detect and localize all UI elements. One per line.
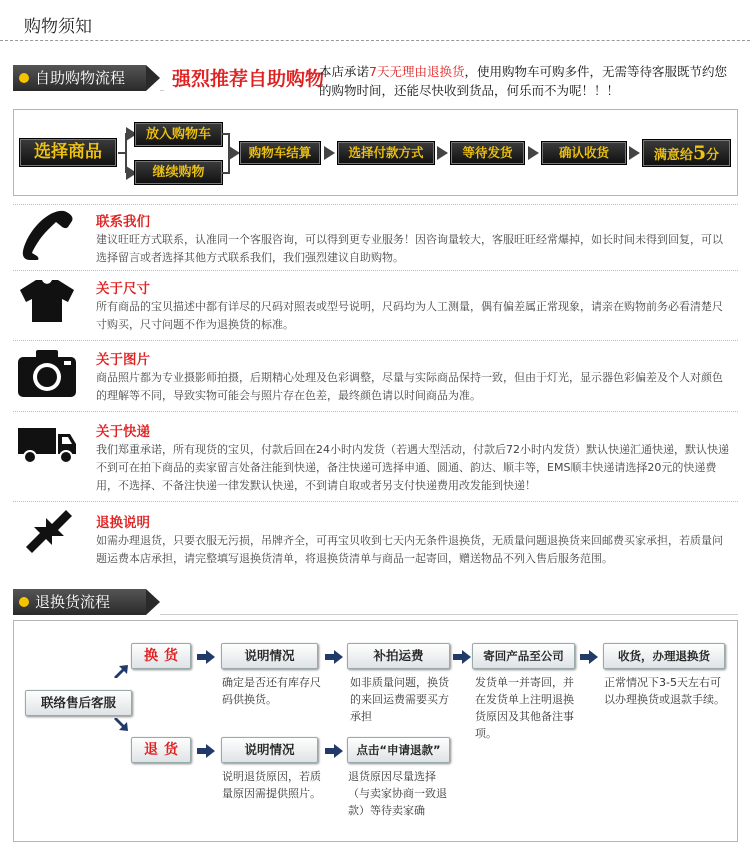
refund-explain-step: 说明情况 [221, 737, 318, 763]
arrow-icon [229, 146, 240, 160]
info-title: 联系我们 [96, 214, 150, 230]
exchange-explain-text: 确定是否还有库存尺码供换货。 [222, 676, 321, 706]
flow-checkout: 购物车结算 [240, 142, 320, 164]
flow-select-goods: 选择商品 [20, 139, 116, 166]
exchange-fee-step: 补拍运费 [347, 643, 450, 669]
exchange-fee-text: 如非质量问题，换货的来回运费需要买方承担 [350, 676, 449, 723]
send-back-step: 寄回产品至公司 [472, 643, 575, 669]
info-text: 所有商品的宝贝描述中都有详尽的尺码对照表或型号说明，尺码均为人工测量，偶有偏差属正常现象，请亲在购物前务必看清楚尺寸购买，尺寸问题不作为退换货的标准。 [96, 300, 723, 331]
truck-icon [16, 414, 78, 469]
section-title: 退换货流程 [35, 593, 111, 611]
exchange-explain-step: 说明情况 [221, 643, 318, 669]
arrow-right-icon [197, 744, 215, 758]
phone-icon [16, 205, 78, 260]
bullet-dot-icon [19, 597, 29, 607]
section-title: 自助购物流程 [35, 69, 126, 87]
page-title: 购物须知 [24, 17, 92, 37]
receive-process-text: 正常情况下3-5天左右可以办理换货或退款手续。 [604, 676, 725, 706]
tshirt-icon [16, 272, 78, 327]
apply-refund-text: 退货原因尽量选择（与卖家协商一致退款）等待卖家确 [348, 770, 447, 817]
receive-process-step: 收货，办理退换货 [603, 643, 725, 669]
flow-rate-five: 满意给5分 [643, 140, 730, 166]
flow-payment-method: 选择付款方式 [338, 142, 434, 164]
contact-service-step: 联络售后客服 [25, 690, 132, 716]
arrow-right-icon [197, 650, 215, 664]
section-tab-self-service [13, 65, 146, 91]
arrow-icon [437, 146, 448, 160]
arrow-right-icon [453, 650, 471, 664]
flow-confirm-receipt: 确认收货 [542, 142, 626, 164]
apply-refund-step: 点击“申请退款” [347, 737, 450, 763]
info-title: 退换说明 [96, 515, 150, 531]
arrow-up-right-icon [112, 664, 130, 678]
info-title: 关于图片 [96, 352, 150, 368]
bullet-dot-icon [19, 73, 29, 83]
info-text: 如需办理退货，只要衣服无污损，吊牌齐全，可再宝贝收到七天内无条件退换货，无质量问题退换货来回邮费买家承担，若质量问题运费本店承担，请完整填写退换货清单，将退换货清单与商品一起寄回，赠送物品不列入售后服务范围。 [96, 534, 723, 565]
arrow-icon [629, 146, 640, 160]
arrow-right-icon [325, 650, 343, 664]
slogan: 强烈推荐自助购物 [172, 68, 325, 90]
arrow-right-icon [580, 650, 598, 664]
send-back-text: 发货单一并寄回，并在发货单上注明退换货原因及其他备注事项。 [475, 676, 574, 740]
info-title: 关于尺寸 [96, 281, 150, 297]
info-text: 商品照片都为专业摄影师拍摄，后期精心处理及色彩调整，尽量与实际商品保持一致，但由于灯光，显示器色彩偏差及个人对颜色的理解等不同，导致实物可能会与照片存在色差，最终颜色请以时间商品为准。 [96, 371, 723, 402]
promise-text: 本店承诺7天无理由退换货，使用购物车可购多件，无需等待客服既节约您的购物时间，还能尽快收到货品，何乐而不为呢！！！ [319, 64, 727, 98]
flow-continue-shopping: 继续购物 [135, 161, 222, 184]
section-tab-returns [13, 589, 146, 615]
refund-explain-text: 说明退货原因，若质量原因需提供照片。 [222, 770, 321, 800]
flow-wait-shipping: 等待发货 [451, 142, 524, 164]
arrow-icon [324, 146, 335, 160]
arrow-right-icon [325, 744, 343, 758]
camera-icon [16, 343, 78, 398]
info-title: 关于快递 [96, 424, 150, 440]
exchange-step: 换货 [131, 643, 191, 669]
refund-step: 退货 [131, 737, 191, 763]
title-divider [0, 40, 750, 41]
exchange-arrows-icon [16, 505, 78, 560]
arrow-down-right-icon [112, 718, 130, 732]
flow-add-cart: 放入购物车 [135, 123, 222, 146]
arrow-icon [528, 146, 539, 160]
info-text: 建议旺旺方式联系，认准同一个客服咨询，可以得到更专业服务！因咨询量较大，客服旺旺经常爆掉，如长时间未得到回复，可以选择留言或者选择其他方式联系我们，我们强烈建议自助购物。 [96, 233, 723, 264]
info-text: 我们郑重承诺，所有现货的宝贝，付款后回在24小时内发货（若遇大型活动，付款后72小时内发货）默认快递汇通快递，默认快递不到可在拍下商品的卖家留言处备注能到快递，备注快递可选择申通、圆通、韵达、顺丰等，EMS顺丰快递请选择20元的快递费用，不选择、不备注快递一律发默认快递，不到请自取或者另支付快递费用改发能到快递！ [96, 443, 729, 492]
